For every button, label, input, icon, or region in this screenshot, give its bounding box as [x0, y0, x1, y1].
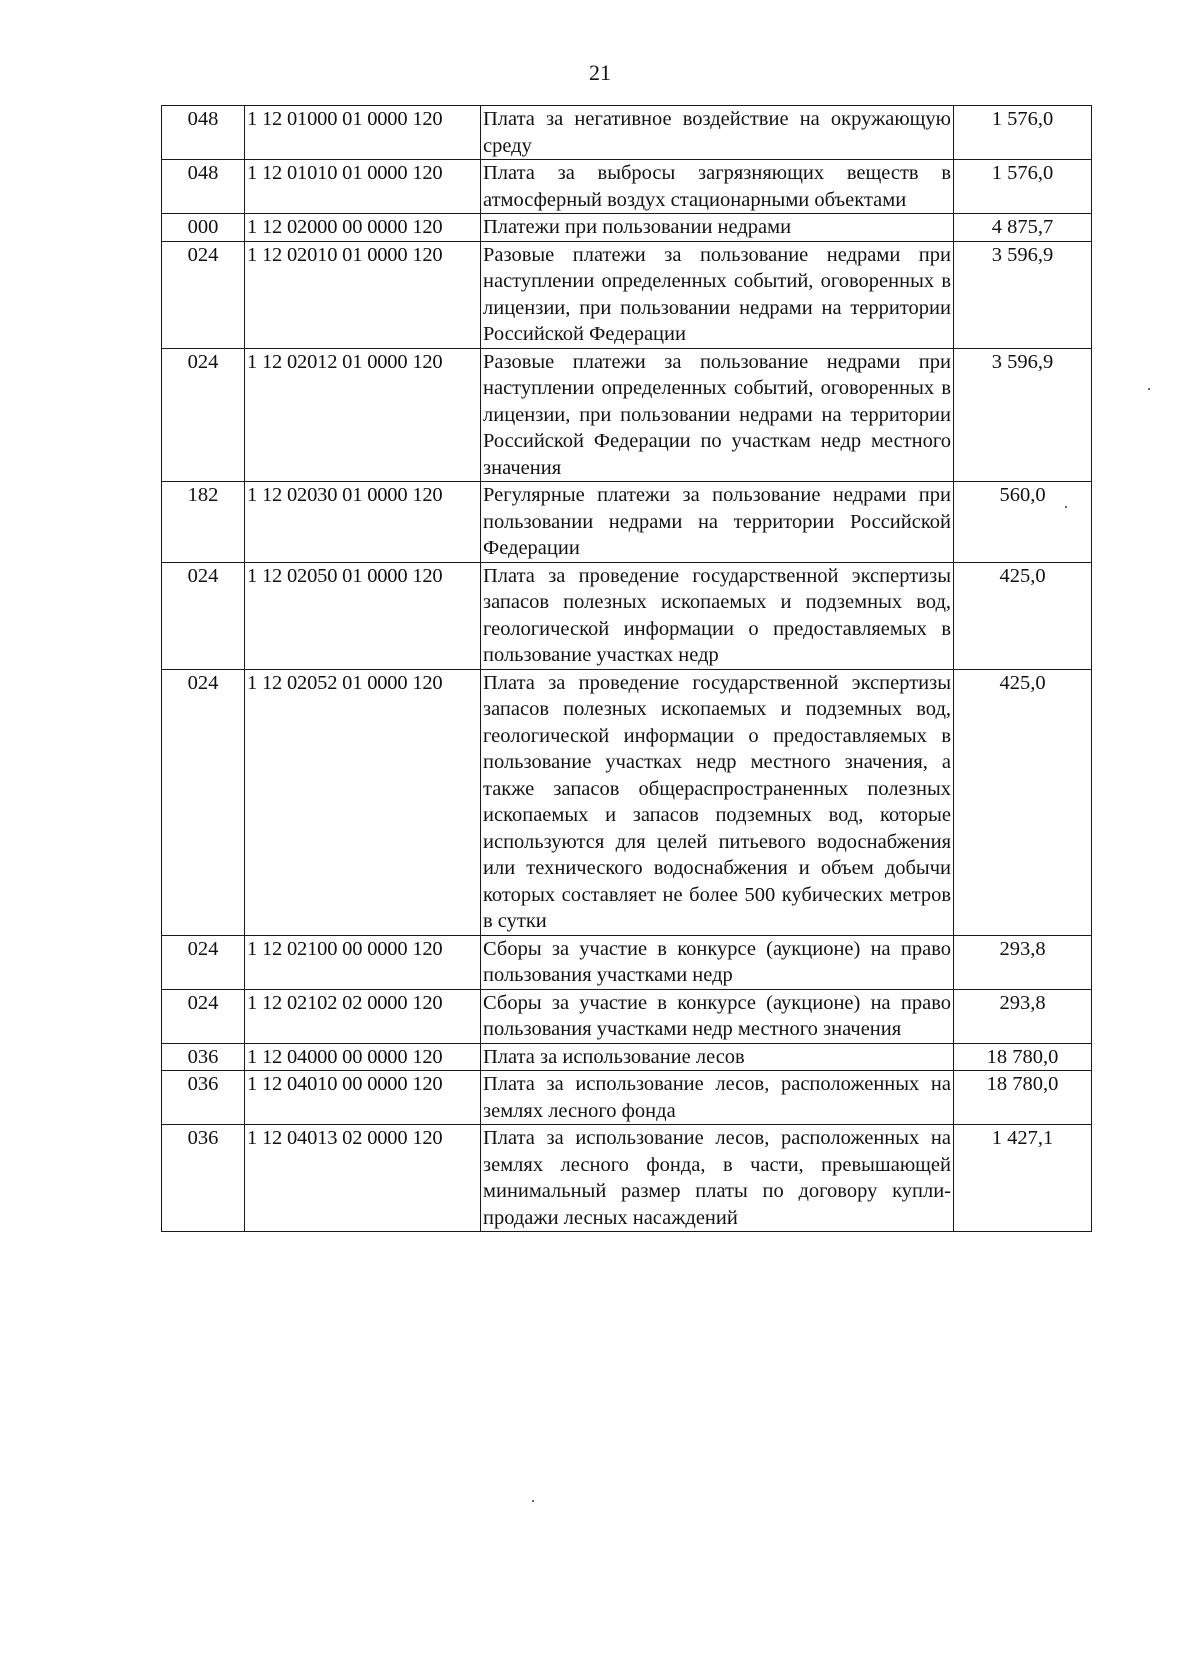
table-row	[162, 348, 1092, 482]
revenue-name-cell: Сборы за участие в конкурсе (аукционе) на право пользования участками недр местного значения	[481, 989, 954, 1043]
amount-cell: 425,0	[954, 562, 1092, 669]
revenue-name-cell: Плата за использование лесов	[481, 1043, 954, 1071]
table-row	[162, 1071, 1092, 1125]
admin-code-cell: 024	[162, 348, 245, 482]
amount-cell: 4 875,7	[954, 214, 1092, 242]
revenue-name-cell: Плата за использование лесов, расположенных на землях лесного фонда	[481, 1071, 954, 1125]
revenue-name-cell: Плата за негативное воздействие на окружающую среду	[481, 106, 954, 160]
admin-code-cell: 048	[162, 106, 245, 160]
amount-cell: 1 576,0	[954, 160, 1092, 214]
admin-code-cell: 024	[162, 989, 245, 1043]
budget-code-cell: 1 12 02100 00 0000 120	[245, 935, 481, 989]
budget-code-cell: 1 12 04000 00 0000 120	[245, 1043, 481, 1071]
amount-cell: 1 576,0	[954, 106, 1092, 160]
amount-cell: 3 596,9	[954, 348, 1092, 482]
admin-code-cell: 182	[162, 482, 245, 563]
table-row	[162, 1043, 1092, 1071]
budget-code-cell: 1 12 02050 01 0000 120	[245, 562, 481, 669]
budget-code-cell: 1 12 02012 01 0000 120	[245, 348, 481, 482]
admin-code-cell: 024	[162, 935, 245, 989]
table-body	[162, 106, 1092, 1232]
budget-revenue-table	[161, 105, 1092, 1232]
amount-cell: 18 780,0	[954, 1043, 1092, 1071]
admin-code-cell: 036	[162, 1125, 245, 1232]
amount-cell: 425,0	[954, 669, 1092, 935]
revenue-name-cell: Плата за выбросы загрязняющих веществ в атмосферный воздух стационарными объектами	[481, 160, 954, 214]
table-row	[162, 214, 1092, 242]
amount-cell: 3 596,9	[954, 241, 1092, 348]
revenue-name-cell: Регулярные платежи за пользование недрами при пользовании недрами на территории Российской Федерации	[481, 482, 954, 563]
admin-code-cell: 036	[162, 1043, 245, 1071]
amount-cell: 560,0	[954, 482, 1092, 563]
table-row	[162, 989, 1092, 1043]
revenue-name-cell: Плата за проведение государственной экспертизы запасов полезных ископаемых и подземных вод, геологической информации о предоставляемых в пользование участках недр местного значения, а также запасов общераспространенных полезных ископаемых и запасов подземных вод, которые используются для целей питьевого водоснабжения или технического водоснабжения и объем добычи которых составляет не более 500 кубических метров в сутки	[481, 669, 954, 935]
amount-cell: 293,8	[954, 935, 1092, 989]
table-row	[162, 482, 1092, 563]
table-row	[162, 241, 1092, 348]
budget-code-cell: 1 12 01000 01 0000 120	[245, 106, 481, 160]
budget-code-cell: 1 12 01010 01 0000 120	[245, 160, 481, 214]
admin-code-cell: 036	[162, 1071, 245, 1125]
scan-speck	[1065, 506, 1067, 508]
revenue-name-cell: Разовые платежи за пользование недрами при наступлении определенных событий, оговоренных в лицензии, при пользовании недрами на территории Российской Федерации	[481, 241, 954, 348]
amount-cell: 18 780,0	[954, 1071, 1092, 1125]
admin-code-cell: 024	[162, 241, 245, 348]
amount-cell: 293,8	[954, 989, 1092, 1043]
table-row	[162, 1125, 1092, 1232]
revenue-name-cell: Плата за проведение государственной экспертизы запасов полезных ископаемых и подземных вод, геологической информации о предоставляемых в пользование участках недр	[481, 562, 954, 669]
budget-code-cell: 1 12 02030 01 0000 120	[245, 482, 481, 563]
scan-speck	[532, 1500, 534, 1502]
revenue-name-cell: Сборы за участие в конкурсе (аукционе) на право пользования участками недр	[481, 935, 954, 989]
budget-code-cell: 1 12 02102 02 0000 120	[245, 989, 481, 1043]
budget-code-cell: 1 12 02052 01 0000 120	[245, 669, 481, 935]
budget-code-cell: 1 12 02000 00 0000 120	[245, 214, 481, 242]
table-row	[162, 562, 1092, 669]
admin-code-cell: 048	[162, 160, 245, 214]
table-row	[162, 935, 1092, 989]
revenue-name-cell: Плата за использование лесов, расположенных на землях лесного фонда, в части, превышающей минимальный размер платы по договору купли-продажи лесных насаждений	[481, 1125, 954, 1232]
budget-code-cell: 1 12 04013 02 0000 120	[245, 1125, 481, 1232]
budget-code-cell: 1 12 04010 00 0000 120	[245, 1071, 481, 1125]
scan-speck	[1148, 388, 1150, 390]
page-number: 21	[589, 60, 611, 85]
revenue-name-cell: Платежи при пользовании недрами	[481, 214, 954, 242]
table-row	[162, 106, 1092, 160]
budget-code-cell: 1 12 02010 01 0000 120	[245, 241, 481, 348]
amount-cell: 1 427,1	[954, 1125, 1092, 1232]
admin-code-cell: 000	[162, 214, 245, 242]
revenue-name-cell: Разовые платежи за пользование недрами при наступлении определенных событий, оговоренных в лицензии, при пользовании недрами на территории Российской Федерации по участкам недр местного значения	[481, 348, 954, 482]
admin-code-cell: 024	[162, 562, 245, 669]
table-row	[162, 160, 1092, 214]
admin-code-cell: 024	[162, 669, 245, 935]
table-row	[162, 669, 1092, 935]
